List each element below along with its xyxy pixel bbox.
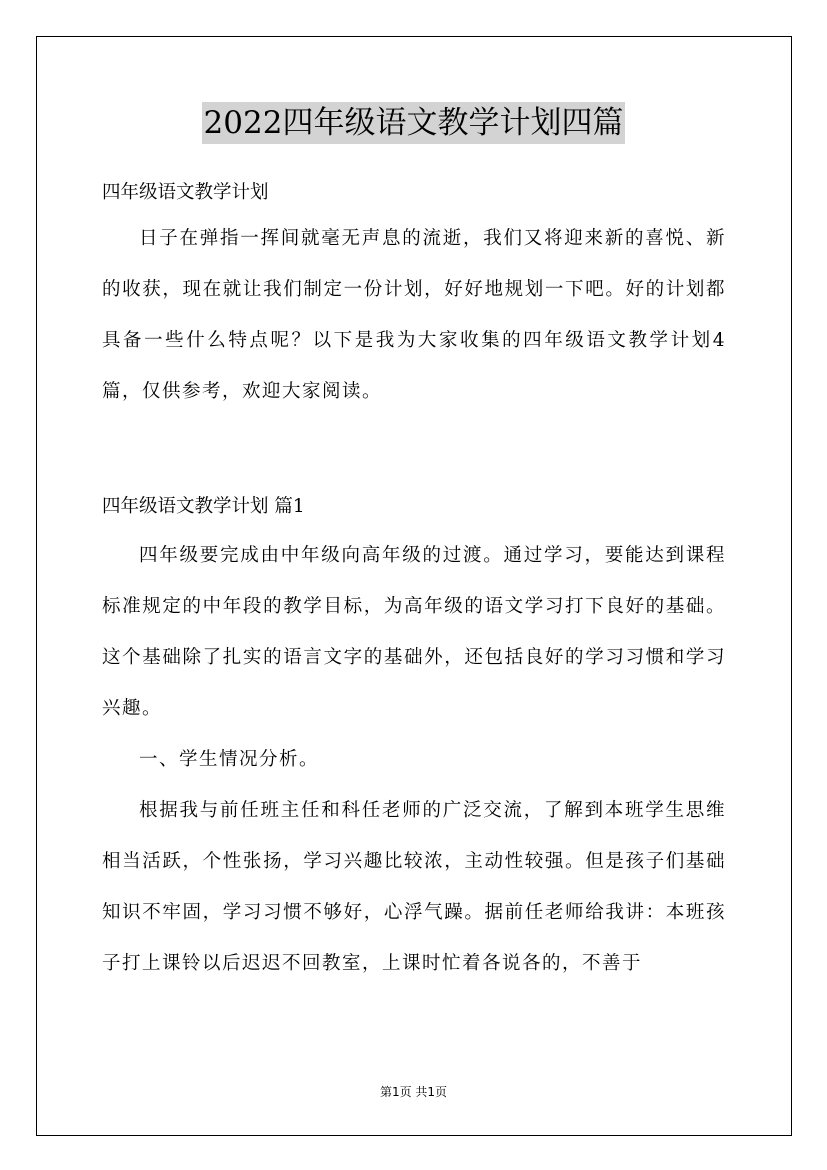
title-container xyxy=(0,102,827,144)
intro-heading: 四年级语文教学计划 xyxy=(102,182,269,203)
spacer xyxy=(102,417,726,484)
intro-paragraph: 日子在弹指一挥间就毫无声息的流逝，我们又将迎来新的喜悦、新的收获，现在就让我们制定一份计划，好好地规划一下吧。好的计划都具备一些什么特点呢？以下是我为大家收集的四年级语文教学计划4篇，仅供参考，欢迎大家阅读。 xyxy=(102,228,726,402)
section1-paragraph2: 根据我与前任班主任和科任老师的广泛交流，了解到本班学生思维相当活跃，个性张扬，学习兴趣比较浓，主动性较强。但是孩子们基础知识不牢固，学习习惯不够好，心浮气躁。据前任老师给我讲：本班孩子打上课铃以后迟迟不回教室，上课时忙着各说各的，不善于 xyxy=(102,800,726,974)
section1-subheading: 一、学生情况分析。 xyxy=(139,749,320,770)
page-footer: 第1页 共1页 xyxy=(379,1085,448,1099)
document-title: 2022四年级语文教学计划四篇 xyxy=(202,102,626,144)
section1-paragraph1: 四年级要完成由中年级向高年级的过渡。通过学习，要能达到课程标准规定的中年段的教学目标，为高年级的语文学习打下良好的基础。这个基础除了扎实的语言文字的基础外，还包括良好的学习习惯和学习兴趣。 xyxy=(102,545,726,719)
section1-heading: 四年级语文教学计划 篇1 xyxy=(102,496,305,517)
document-body xyxy=(102,173,726,989)
